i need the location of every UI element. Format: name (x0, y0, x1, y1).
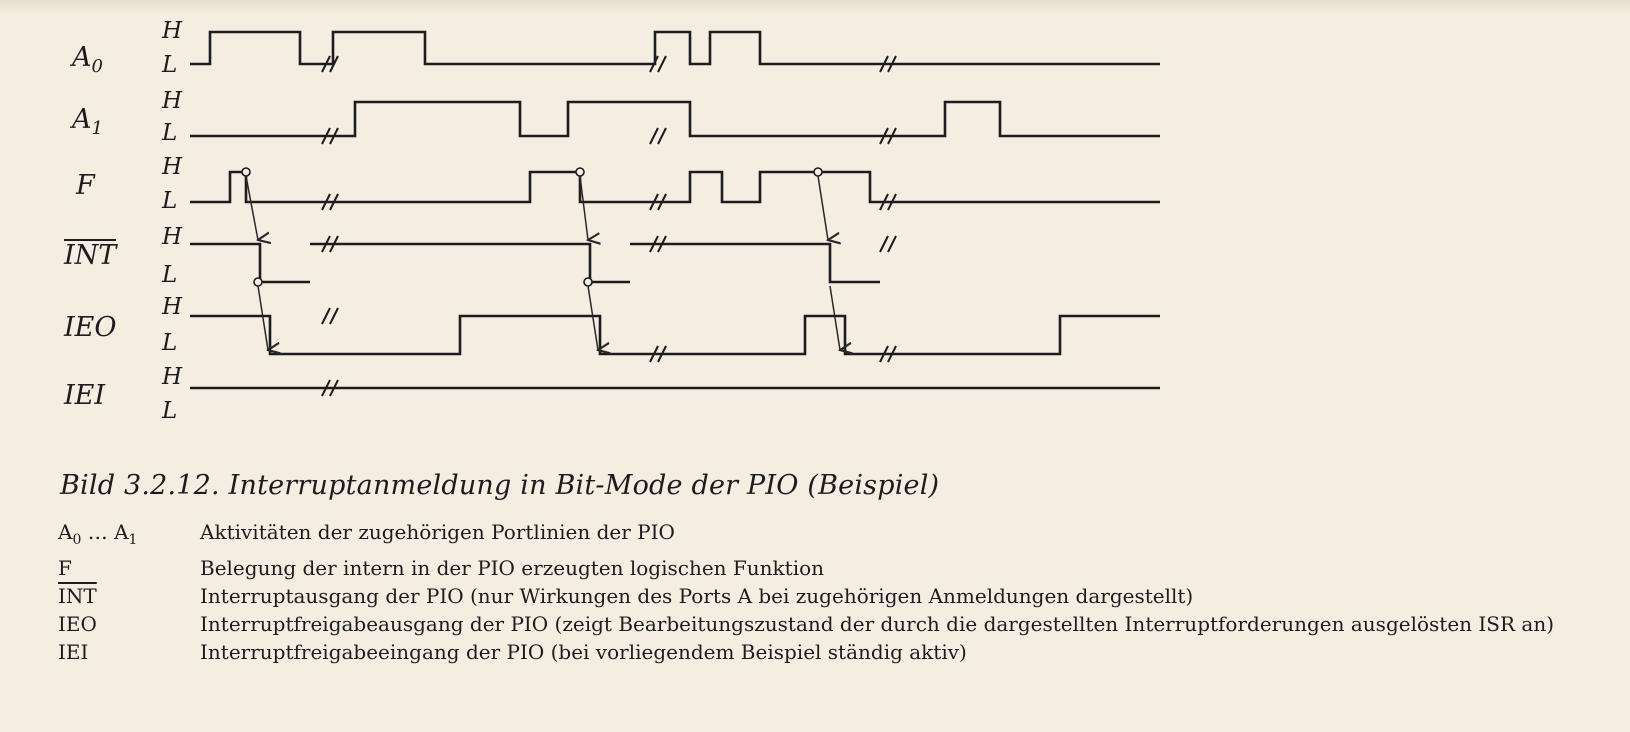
legend-term-a0-a1: $A_0$ … $A_1$ (58, 520, 138, 548)
signal-label-ieo: IEO (64, 312, 117, 343)
waveform-int-3 (630, 244, 880, 282)
level-h-ieo: H (162, 294, 183, 320)
arrow-f-to-int-2 (580, 176, 588, 240)
break-marks (322, 56, 896, 396)
signal-label-iei: IEI (64, 380, 106, 411)
legend-term-ieo: IEO (58, 612, 97, 636)
figure-caption: Bild 3.2.12. Interruptanmeldung in Bit-Mode der PIO (Beispiel) (60, 470, 940, 501)
signal-labels (63, 42, 118, 411)
level-labels (161, 18, 183, 424)
legend-term-int: $\overline{INT}$ (58, 584, 97, 608)
arrow-int-to-ieo-2 (588, 286, 598, 350)
legend-desc-f: Belegung der intern in der PIO erzeugten logischen Funktion (200, 556, 825, 580)
event-dot-3 (576, 168, 584, 176)
legend (58, 518, 1560, 666)
legend-row (58, 638, 1560, 666)
arrow-f-to-int-3 (818, 176, 828, 240)
arrow-int-to-ieo-1 (258, 286, 268, 350)
level-h-f: H (162, 154, 183, 180)
signal-label-f: F (76, 170, 95, 201)
level-h-a0: H (162, 18, 183, 44)
legend-desc-int: Interruptausgang der PIO (nur Wirkungen des Ports A bei zugehörigen Anmeldungen dargestellt) (200, 584, 1194, 608)
level-l-ieo: L (162, 330, 178, 356)
arrow-f-to-int-1 (246, 176, 258, 240)
waveform-int (190, 244, 310, 282)
legend-desc-a0-a1: Aktivitäten der zugehörigen Portlinien der PIO (200, 520, 675, 544)
signal-label-int: INT (64, 240, 117, 271)
legend-desc-iei: Interruptfreigabeeingang der PIO (bei vorliegendem Beispiel ständig aktiv) (200, 640, 967, 664)
level-h-iei: H (162, 364, 183, 390)
level-l-a0: L (162, 52, 178, 78)
legend-row (58, 554, 1560, 582)
legend-row (58, 610, 1560, 638)
event-dot-4 (584, 278, 592, 286)
signal-label-a1: $A_1$ (72, 104, 103, 139)
arrow-int-to-ieo-3 (830, 286, 840, 350)
level-l-iei: L (162, 398, 178, 424)
waveform-int-2 (310, 244, 630, 282)
event-dot-5 (814, 168, 822, 176)
legend-term-f: F (58, 556, 72, 580)
legend-row (58, 582, 1560, 610)
event-dot-2 (254, 278, 262, 286)
legend-row (58, 518, 1560, 554)
signal-label-a0: $A_0$ (72, 42, 103, 77)
level-l-f: L (162, 188, 178, 214)
event-dot-1 (242, 168, 250, 176)
legend-desc-ieo: Interruptfreigabeausgang der PIO (zeigt Bearbeitungszustand der durch die dargestellten Interruptforderungen ausgelösten ISR an) (200, 612, 1555, 636)
legend-term-iei: IEI (58, 640, 89, 664)
level-l-a1: L (162, 120, 178, 146)
level-l-int: L (162, 262, 178, 288)
level-h-a1: H (162, 88, 183, 114)
waveform-ieo (190, 316, 1160, 354)
level-h-int: H (162, 224, 183, 250)
